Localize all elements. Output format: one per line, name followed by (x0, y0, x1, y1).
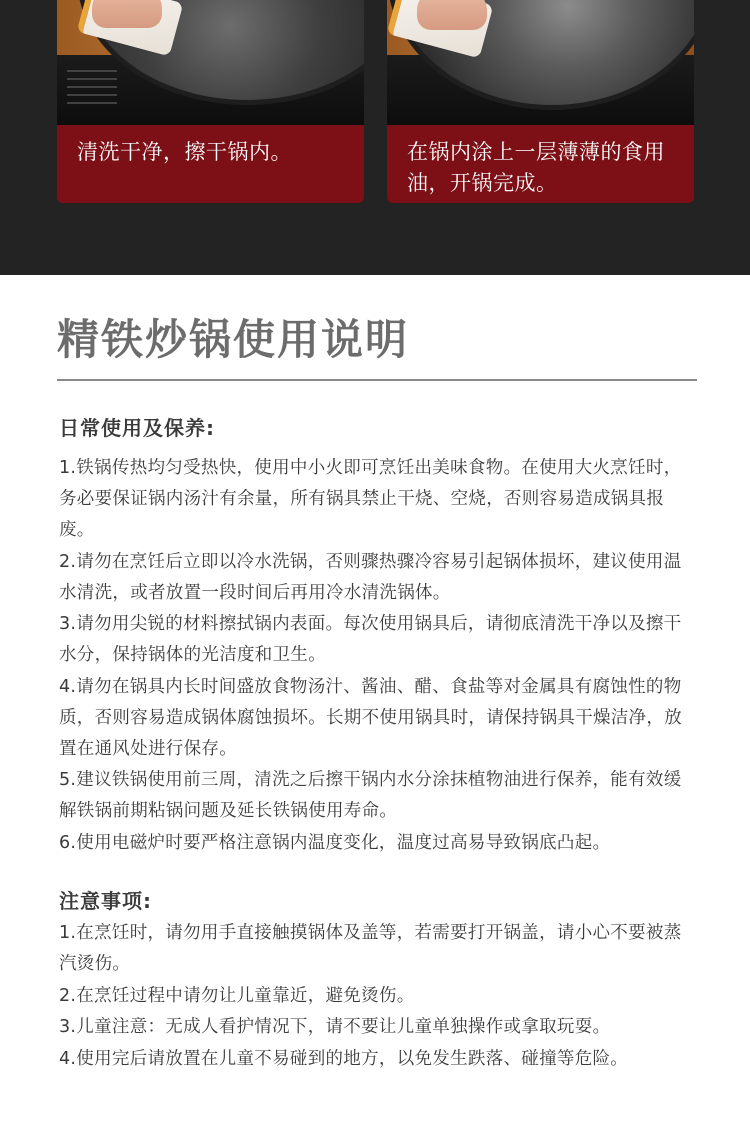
step-caption: 在锅内涂上一层薄薄的食用油，开锅完成。 (387, 125, 694, 203)
list-item: 5.建议铁锅使用前三周，清洗之后擦干锅内水分涂抹植物油进行保养，能有效缓解铁锅前期粘锅问题及延长铁锅使用寿命。 (59, 770, 682, 821)
list-item: 1.铁锅传热均匀受热快，使用中小火即可烹饪出美味食物。在使用大火烹饪时，务必要保证锅内汤汁有余量，所有锅具禁止干烧、空烧，否则容易造成锅具报废。 (59, 458, 682, 540)
list-item: 2.在烹饪过程中请勿让儿童靠近，避免烫伤。 (59, 985, 415, 1006)
step-caption: 清洗干净，擦干锅内。 (57, 125, 364, 203)
title-divider (57, 379, 697, 381)
list-item: 6.使用电磁炉时要严格注意锅内温度变化，温度过高易导致锅底凸起。 (59, 832, 611, 853)
page-title: 精铁炒锅使用说明 (57, 315, 410, 364)
hand (92, 0, 162, 28)
step-card-clean (57, 0, 364, 203)
step-photo-wipe-pan (57, 0, 364, 125)
hand (417, 0, 487, 30)
cautions-heading: 注意事项: (59, 889, 152, 913)
cautions-list (59, 918, 699, 1075)
list-item: 3.请勿用尖锐的材料擦拭锅内表面。每次使用锅具后，请彻底清洗干净以及擦干水分，保持锅体的光洁度和卫生。 (59, 614, 682, 665)
list-item: 4.请勿在锅具内长时间盛放食物汤汁、酱油、醋、食盐等对金属具有腐蚀性的物质，否则容易造成锅体腐蚀损坏。长期不使用锅具时，请保持锅具干燥洁净，放置在通风处进行保存。 (59, 676, 682, 759)
step-photo-oil-pan (387, 0, 694, 125)
daily-care-heading: 日常使用及保养: (59, 416, 215, 440)
list-item: 1.在烹饪时，请勿用手直接触摸锅体及盖等，若需要打开锅盖，请小心不要被蒸汽烫伤。 (59, 923, 682, 974)
list-item: 4.使用完后请放置在儿童不易碰到的地方，以免发生跌落、碰撞等危险。 (59, 1048, 629, 1069)
stove-label-marks (67, 70, 117, 110)
top-dark-band (0, 0, 750, 275)
step-card-oil (387, 0, 694, 203)
list-item: 3.儿童注意：无成人看护情况下，请不要让儿童单独操作或拿取玩耍。 (59, 1017, 611, 1037)
daily-care-list (59, 453, 699, 859)
list-item: 2.请勿在烹饪后立即以冷水洗锅，否则骤热骤冷容易引起锅体损坏，建议使用温水清洗，或者放置一段时间后再用冷水清洗锅体。 (59, 551, 682, 603)
